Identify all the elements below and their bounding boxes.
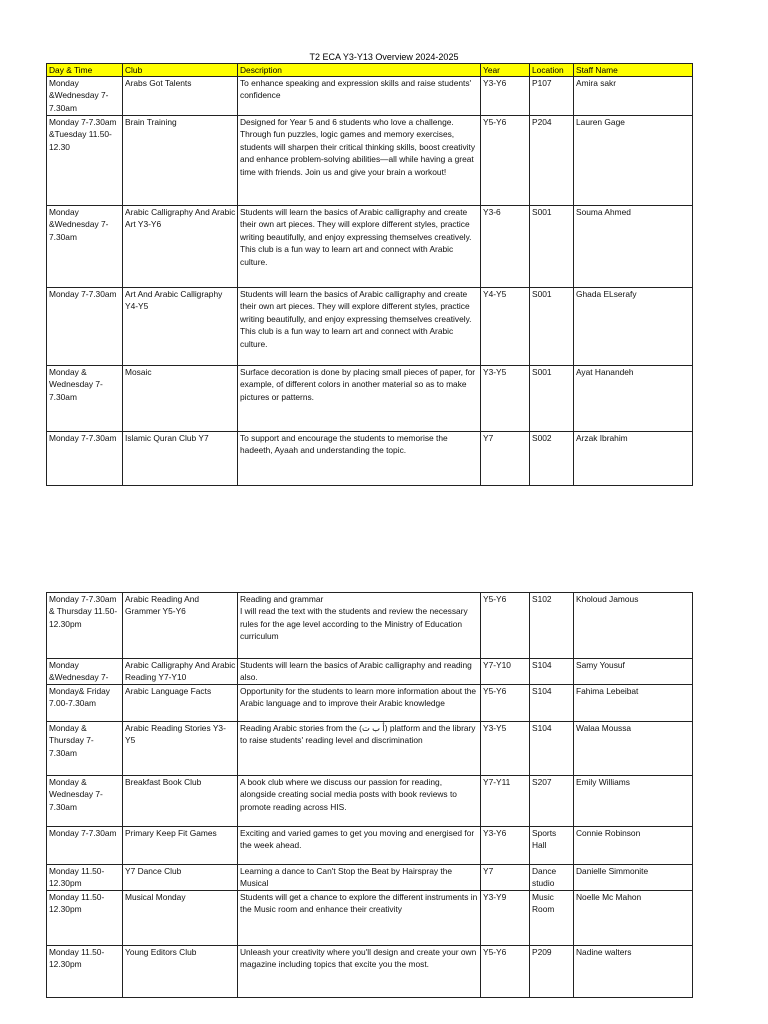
table-row xyxy=(47,945,693,997)
cell-description: To support and encourage the students to memorise the hadeeth, Ayaah and understanding the topic. xyxy=(238,432,481,486)
cell-description: Opportunity for the students to learn more information about the Arabic language and to improve their Arabic knowledge xyxy=(238,684,481,721)
cell-staff-name: Emily Williams xyxy=(574,775,693,826)
table-row xyxy=(47,116,693,206)
table-row xyxy=(47,775,693,826)
cell-day-time: Monday &Wednesday 7-7.30am xyxy=(47,206,123,288)
table-row xyxy=(47,366,693,432)
eca-table-page-top xyxy=(46,63,693,486)
table-row xyxy=(47,684,693,721)
cell-location: P209 xyxy=(530,945,574,997)
cell-description: Surface decoration is done by placing small pieces of paper, for example, of different colors in another material so as to make pictures or patterns. xyxy=(238,366,481,432)
cell-club: Arabic Reading Stories Y3-Y5 xyxy=(123,721,238,775)
cell-staff-name: Arzak Ibrahim xyxy=(574,432,693,486)
cell-club: Islamic Quran Club Y7 xyxy=(123,432,238,486)
cell-club: Arabs Got Talents xyxy=(123,77,238,116)
cell-location: P204 xyxy=(530,116,574,206)
cell-year: Y5-Y6 xyxy=(481,684,530,721)
cell-year: Y3-6 xyxy=(481,206,530,288)
cell-year: Y5-Y6 xyxy=(481,116,530,206)
table-row xyxy=(47,721,693,775)
table-row xyxy=(47,890,693,945)
cell-staff-name: Nadine walters xyxy=(574,945,693,997)
table-row xyxy=(47,288,693,366)
cell-staff-name: Amira sakr xyxy=(574,77,693,116)
cell-club: Arabic Calligraphy And Arabic Art Y3-Y6 xyxy=(123,206,238,288)
cell-description: Students will learn the basics of Arabic calligraphy and create their own art pieces. They will explore different styles, practice writing beautifully, and enjoy expressing themselves creatively. This club is a fun way to learn art and connect with Arabic culture. xyxy=(238,206,481,288)
table-row xyxy=(47,77,693,116)
table-row xyxy=(47,826,693,864)
table-header-row xyxy=(47,64,693,77)
table-body-bottom xyxy=(47,593,693,998)
cell-location: S001 xyxy=(530,366,574,432)
cell-staff-name: Fahima Lebeibat xyxy=(574,684,693,721)
cell-description: A book club where we discuss our passion for reading, alongside creating social media posts with book reviews to promote reading across HIS. xyxy=(238,775,481,826)
cell-club: Young Editors Club xyxy=(123,945,238,997)
table-row xyxy=(47,593,693,659)
cell-description: Students will get a chance to explore the different instruments in the Music room and enhance their creativity xyxy=(238,890,481,945)
cell-description: Designed for Year 5 and 6 students who love a challenge. Through fun puzzles, logic games and memory exercises, students will sharpen their critical thinking skills, boost creativity and enhance problem-solving abilities—all while having a great time with friends. Join us and give your brain a workout! xyxy=(238,116,481,206)
cell-club: Arabic Reading And Grammer Y5-Y6 xyxy=(123,593,238,659)
cell-staff-name: Kholoud Jamous xyxy=(574,593,693,659)
cell-description: Unleash your creativity where you'll design and create your own magazine including topics that excite you the most. xyxy=(238,945,481,997)
cell-year: Y7 xyxy=(481,864,530,890)
cell-club: Arabic Language Facts xyxy=(123,684,238,721)
cell-year: Y7 xyxy=(481,432,530,486)
cell-location: Music Room xyxy=(530,890,574,945)
cell-day-time: Monday & Wednesday 7-7.30am xyxy=(47,366,123,432)
cell-location: P107 xyxy=(530,77,574,116)
cell-year: Y3-Y9 xyxy=(481,890,530,945)
cell-location: S001 xyxy=(530,288,574,366)
cell-year: Y3-Y6 xyxy=(481,826,530,864)
cell-club: Y7 Dance Club xyxy=(123,864,238,890)
cell-location: S001 xyxy=(530,206,574,288)
cell-club: Breakfast Book Club xyxy=(123,775,238,826)
table-body-top xyxy=(47,77,693,486)
cell-day-time: Monday 7-7.30am xyxy=(47,288,123,366)
cell-year: Y3-Y5 xyxy=(481,721,530,775)
cell-description: Students will learn the basics of Arabic calligraphy and reading also. xyxy=(238,659,481,685)
cell-year: Y5-Y6 xyxy=(481,593,530,659)
cell-description: Reading and grammar I will read the text with the students and review the necessary rules for the age level according to the Ministry of Education curriculum xyxy=(238,593,481,659)
cell-club: Primary Keep Fit Games xyxy=(123,826,238,864)
cell-day-time: Monday 11.50-12.30pm xyxy=(47,864,123,890)
header-description: Description xyxy=(238,64,481,77)
cell-day-time: Monday 11.50-12.30pm xyxy=(47,890,123,945)
cell-description: Reading Arabic stories from the (أ ب ت) platform and the library to raise students' reading level and discrimination xyxy=(238,721,481,775)
header-day-time: Day & Time xyxy=(47,64,123,77)
cell-day-time: Monday& Friday 7.00-7.30am xyxy=(47,684,123,721)
header-location: Location xyxy=(530,64,574,77)
table-row xyxy=(47,864,693,890)
cell-location: S002 xyxy=(530,432,574,486)
cell-description: Students will learn the basics of Arabic calligraphy and create their own art pieces. They will explore different styles, practice writing beautifully, and enjoy expressing themselves creatively. This club is a fun way to learn art and connect with Arabic culture. xyxy=(238,288,481,366)
cell-location: Sports Hall xyxy=(530,826,574,864)
header-club: Club xyxy=(123,64,238,77)
cell-day-time: Monday 7-7.30am xyxy=(47,826,123,864)
table-row xyxy=(47,659,693,685)
cell-club: Arabic Calligraphy And Arabic Reading Y7-Y10 xyxy=(123,659,238,685)
table-row xyxy=(47,206,693,288)
cell-day-time: Monday & Thursday 7-7.30am xyxy=(47,721,123,775)
cell-location: S104 xyxy=(530,721,574,775)
cell-club: Art And Arabic Calligraphy Y4-Y5 xyxy=(123,288,238,366)
cell-day-time: Monday 7-7.30am &Tuesday 11.50-12.30 xyxy=(47,116,123,206)
cell-staff-name: Danielle Simmonite xyxy=(574,864,693,890)
cell-location: S207 xyxy=(530,775,574,826)
cell-staff-name: Ghada ELserafy xyxy=(574,288,693,366)
cell-staff-name: Samy Yousuf xyxy=(574,659,693,685)
cell-club: Musical Monday xyxy=(123,890,238,945)
cell-location: S104 xyxy=(530,684,574,721)
table-row xyxy=(47,432,693,486)
cell-description: Exciting and varied games to get you moving and energised for the week ahead. xyxy=(238,826,481,864)
cell-club: Mosaic xyxy=(123,366,238,432)
cell-staff-name: Souma Ahmed xyxy=(574,206,693,288)
cell-year: Y3-Y6 xyxy=(481,77,530,116)
cell-description: To enhance speaking and expression skills and raise students' confidence xyxy=(238,77,481,116)
cell-description: Learning a dance to Can't Stop the Beat by Hairspray the Musical xyxy=(238,864,481,890)
cell-year: Y4-Y5 xyxy=(481,288,530,366)
cell-day-time: Monday 7-7.30am & Thursday 11.50-12.30pm xyxy=(47,593,123,659)
cell-staff-name: Connie Robinson xyxy=(574,826,693,864)
cell-staff-name: Noelle Mc Mahon xyxy=(574,890,693,945)
cell-year: Y5-Y6 xyxy=(481,945,530,997)
document-title: T2 ECA Y3-Y13 Overview 2024-2025 xyxy=(309,52,459,62)
header-year: Year xyxy=(481,64,530,77)
cell-day-time: Monday &Wednesday 7- xyxy=(47,659,123,685)
cell-day-time: Monday 7-7.30am xyxy=(47,432,123,486)
cell-location: Dance studio xyxy=(530,864,574,890)
cell-club: Brain Training xyxy=(123,116,238,206)
cell-year: Y7-Y11 xyxy=(481,775,530,826)
cell-staff-name: Walaa Moussa xyxy=(574,721,693,775)
cell-year: Y7-Y10 xyxy=(481,659,530,685)
cell-day-time: Monday &Wednesday 7-7.30am xyxy=(47,77,123,116)
cell-staff-name: Ayat Hanandeh xyxy=(574,366,693,432)
cell-location: S104 xyxy=(530,659,574,685)
header-staff-name: Staff Name xyxy=(574,64,693,77)
cell-location: S102 xyxy=(530,593,574,659)
cell-day-time: Monday 11.50-12.30pm xyxy=(47,945,123,997)
cell-staff-name: Lauren Gage xyxy=(574,116,693,206)
cell-year: Y3-Y5 xyxy=(481,366,530,432)
eca-table-page-bottom xyxy=(46,592,693,998)
cell-day-time: Monday & Wednesday 7-7.30am xyxy=(47,775,123,826)
